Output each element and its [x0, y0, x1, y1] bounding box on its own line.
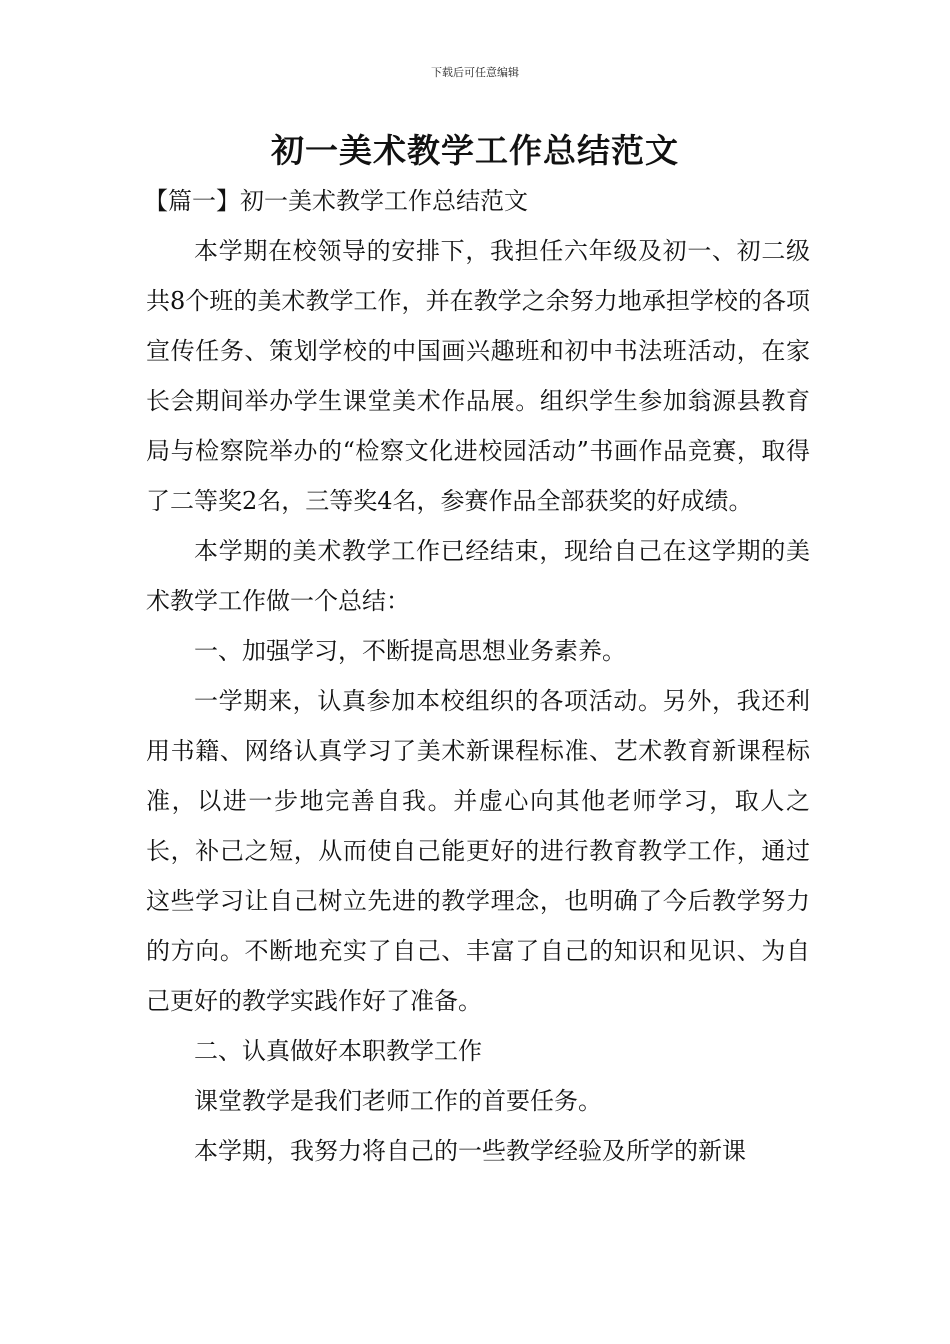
paragraph: 本学期，我努力将自己的一些教学经验及所学的新课: [194, 1137, 746, 1165]
page-title: 初一美术教学工作总结范文: [271, 131, 679, 170]
paragraph: 一学期来，认真参加本校组织的各项活动。另外，我还利用书籍、网络认真学习了美术新课程标准、艺术教育新课程标准，以进一步地完善自我。并虚心向其他老师学习，取人之长，补己之短，从而使自己能更好的进行教育教学工作，通过这些学习让自己树立先进的教学理念，也明确了今后教学努力的方向。不断地充实了自己、丰富了自己的知识和见识、为自己更好的教学实践作好了准备。: [146, 687, 810, 1015]
section-heading: 【篇一】初一美术教学工作总结范文: [144, 187, 528, 215]
paragraph: 本学期在校领导的安排下，我担任六年级及初一、初二级共8个班的美术教学工作，并在教学之余努力地承担学校的各项宣传任务、策划学校的中国画兴趣班和初中书法班活动，在家长会期间举办学生课堂美术作品展。组织学生参加翁源县教育局与检察院举办的“检察文化进校园活动”书画作品竞赛，取得了二等奖2名，三等奖4名，参赛作品全部获奖的好成绩。: [146, 237, 810, 515]
subheading: 二、认真做好本职教学工作: [194, 1037, 482, 1065]
subheading: 一、加强学习，不断提高思想业务素养。: [194, 637, 626, 665]
paragraph: 课堂教学是我们老师工作的首要任务。: [194, 1087, 602, 1115]
header-note: 下载后可任意编辑: [431, 66, 519, 79]
paragraph: 本学期的美术教学工作已经结束，现给自己在这学期的美术教学工作做一个总结：: [146, 537, 810, 615]
document-body: [146, 176, 810, 1176]
